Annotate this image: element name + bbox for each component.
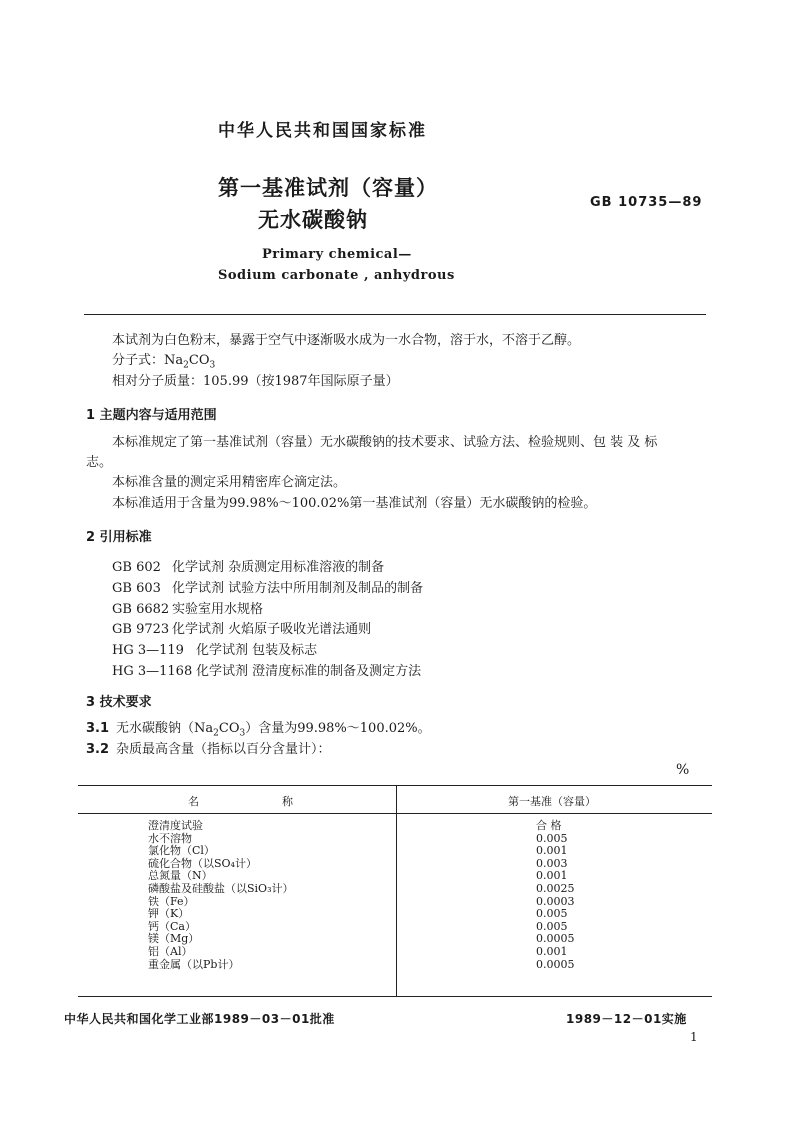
table-row-value: 0.003 [536, 856, 568, 870]
title-cn-line1: 第一基准试剂（容量） [218, 176, 438, 200]
table-header-rule [78, 813, 712, 814]
header-rule [84, 314, 706, 315]
table-row-name: 硫化合物（以SO₄计） [148, 856, 257, 870]
table-row-name: 澄清度试验 [148, 819, 203, 832]
title-en-line2: Sodium carbonate , anhydrous [218, 268, 455, 283]
table-names [148, 820, 293, 971]
section2-heading: 2 引用标准 [86, 530, 152, 545]
table-row-value: 0.001 [536, 869, 568, 883]
table-row-value: 合 格 [536, 819, 562, 832]
table-header-grade: 第一基准（容量） [508, 795, 596, 808]
intro-molecular-weight: 相对分子质量：105.99（按1987年国际原子量） [112, 374, 399, 389]
table-row-name: 镁（Mg） [148, 932, 200, 946]
footer-implementation: 1989－12－01实施 [566, 1012, 687, 1026]
item-3-2: 3.2 杂质最高含量（指标以百分含量计）： [86, 742, 331, 757]
formula-label: 分子式： [112, 353, 165, 368]
table-row-value: 0.001 [536, 844, 568, 858]
table-bottom-rule [78, 996, 712, 997]
table-row-value: 0.0005 [536, 932, 575, 946]
table-row-name: 铝（Al） [148, 944, 193, 958]
ref-item: HG 3—1168 化学试剂 澄清度标准的制备及测定方法 [112, 664, 422, 679]
section1-para3: 本标准适用于含量为99.98%～100.02%第一基准试剂（容量）无水碳酸钠的检验。 [112, 496, 597, 511]
table-row-value: 0.0005 [536, 957, 575, 971]
table-row-name: 铁（Fe） [148, 894, 195, 908]
section1-para1-line2: 志。 [86, 455, 113, 470]
table-row-name: 重金属（以Pb计） [148, 957, 240, 971]
table-row-value: 0.0025 [536, 881, 575, 895]
section1-para2: 本标准含量的测定采用精密库仑滴定法。 [112, 475, 347, 490]
footer-approval: 中华人民共和国化学工业部1989－03－01批准 [64, 1012, 335, 1026]
table-row-name: 总氮量（N） [148, 869, 213, 883]
table-row-value: 0.005 [536, 831, 568, 845]
table-row-name: 氯化物（Cl） [148, 844, 215, 858]
national-standard-label: 中华人民共和国国家标准 [218, 121, 427, 141]
section1-heading: 1 主题内容与适用范围 [86, 408, 217, 423]
table-top-rule [78, 785, 712, 786]
ref-item: GB 602 化学试剂 杂质测定用标准溶液的制备 [112, 560, 385, 575]
title-cn-line2: 无水碳酸钠 [258, 208, 368, 232]
table-row-value: 0.001 [536, 944, 568, 958]
table-row-value: 0.005 [536, 907, 568, 921]
table-values [536, 820, 575, 971]
table-header-name-a: 名 [188, 795, 199, 808]
unit-percent: % [676, 762, 690, 778]
intro-description: 本试剂为白色粉末，暴露于空气中逐渐吸水成为一水合物，溶于水，不溶于乙醇。 [112, 333, 581, 348]
ref-item: HG 3—119 化学试剂 包装及标志 [112, 643, 318, 658]
title-en-line1: Primary chemical— [262, 247, 412, 262]
section3-heading: 3 技术要求 [86, 695, 152, 710]
standard-number: GB 10735—89 [590, 195, 703, 210]
section1-para1-line1: 本标准规定了第一基准试剂（容量）无水碳酸钠的技术要求、试验方法、检验规则、包 装 及 标 [112, 435, 658, 450]
page-number: 1 [690, 1030, 698, 1044]
table-row-value: 0.0003 [536, 894, 575, 908]
table-row-value: 0.005 [536, 919, 568, 933]
table-row-name: 钾（K） [148, 907, 190, 921]
ref-item: GB 9723 化学试剂 火焰原子吸收光谱法通则 [112, 622, 372, 637]
table-column-divider [396, 785, 397, 996]
table-header-name-b: 称 [282, 795, 293, 808]
ref-item: GB 603 化学试剂 试验方法中所用制剂及制品的制备 [112, 581, 424, 596]
item-3-1: 3.1 无水碳酸钠$(Na_2CO_3)$含量为99.98%～100.02%。 [86, 721, 431, 739]
table-row-name: 钙（Ca） [148, 919, 196, 933]
ref-item: GB 6682 实验室用水规格 [112, 602, 264, 617]
table-row-name: 水不溶物 [148, 831, 192, 845]
table-row-name: 磷酸盐及硅酸盐（以SiO₃计） [148, 881, 294, 895]
intro-formula: 分子式：$Na_2CO_3$ [112, 353, 216, 371]
